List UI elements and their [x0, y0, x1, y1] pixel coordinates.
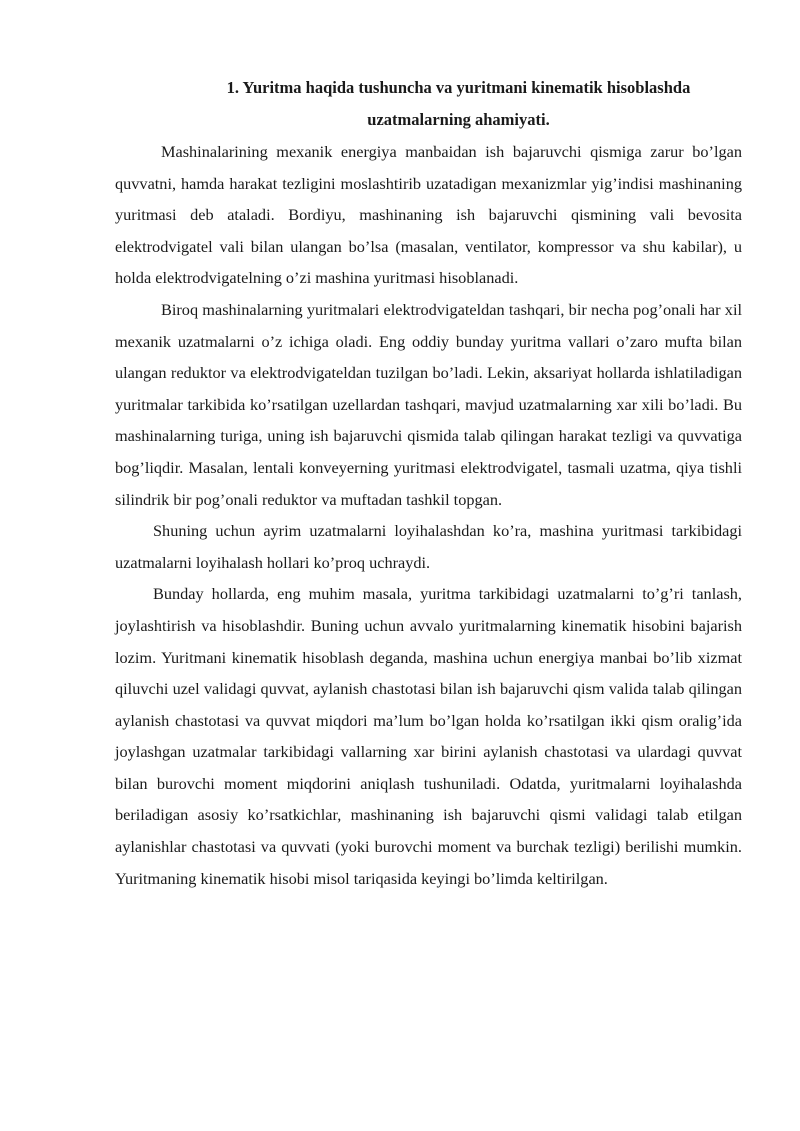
paragraph-3: Shuning uchun ayrim uzatmalarni loyihalashdan ko’ra, mashina yuritmasi tarkibidagi uzatmalarni loyihalash hollari ko’proq uchraydi. — [115, 521, 742, 572]
paragraph-4: Bunday hollarda, eng muhim masala, yuritma tarkibidagi uzatmalarni to’g’ri tanlash, joylashtirish va hisoblashdir. Buning uchun avvalo yuritmalarning kinematik hisobini bajarish lozim. Yuritmani kinematik hisoblash deganda, mashina uchun energiya manbai bo’lib xizmat qiluvchi uzel validagi quvvat, aylanish chastotasi bilan ish bajaruvchi qism valida talab qilingan aylanish chastotasi va quvvat miqdori ma’lum bo’lgan holda ko’rsatilgan ikki qism oralig’ida joylashgan uzatmalar tarkibidagi vallarning xar birini aylanish chastotasi va ulardagi quvvat bilan burovchi moment miqdorini aniqlash tushuniladi. Odatda, yuritmalarni loyihalashda beriladigan asosiy ko’rsatkichlar, mashinaning ish bajaruvchi qismi validagi talab etilgan aylanishlar chastotasi va quvvati (yoki burovchi moment va burchak tezligi) berilishi mumkin. Yuritmaning kinematik hisobi misol tariqasida keyingi bo’limda keltirilgan. — [115, 584, 742, 888]
section-heading-line-2: uzatmalarning ahamiyati. — [367, 110, 550, 129]
paragraph-1: Mashinalarining mexanik energiya manbaidan ish bajaruvchi qismiga zarur bo’lgan quvvatni, hamda harakat tezligini moslashtirib uzatadigan mexanizmlar yig’indisi mashinaning yuritmasi deb ataladi. Bordiyu, mashinaning ish bajaruvchi qismining vali bevosita elektrodvigatel vali bilan ulangan bo’lsa (masalan, ventilator, kompressor va shu kabilar), u holda elektrodvigatelning o’zi mashina yuritmasi hisoblanadi. — [115, 142, 742, 288]
paragraph-2: Biroq mashinalarning yuritmalari elektrodvigateldan tashqari, bir necha pog’onali har xil mexanik uzatmalarni o’z ichiga oladi. Eng oddiy bunday yuritma vallari o’zaro mufta bilan ulangan reduktor va elektrodvigateldan tuzilgan bo’ladi. Lekin, aksariyat hollarda ishlatiladigan yuritmalar tarkibida ko’rsatilgan uzellardan tashqari, mavjud uzatmalarning xar xili bo’ladi. Bu mashinalarning turiga, uning ish bajaruvchi qismida talab qilingan harakat tezligi va quvvatiga bog’liqdir. Masalan, lentali konveyerning yuritmasi elektrodvigatel, tasmali uzatma, qiya tishli silindrik bir pog’onali reduktor va muftadan tashkil topgan. — [115, 299, 742, 509]
section-heading — [115, 72, 742, 136]
document-body — [115, 72, 742, 894]
section-heading-line-1: 1. Yuritma haqida tushuncha va yuritmani kinematik hisoblashda — [226, 78, 691, 97]
